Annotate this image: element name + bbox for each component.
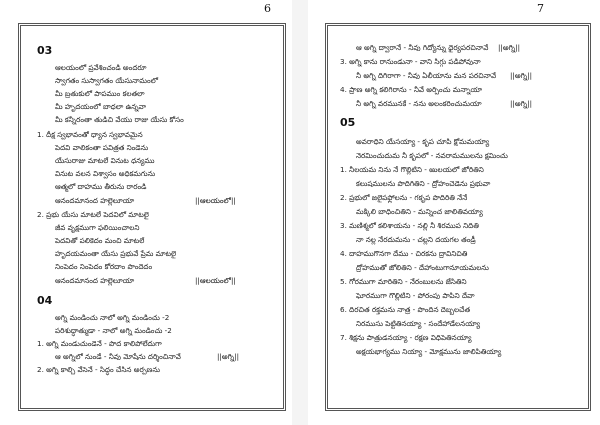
lyric-line: ఆ అగ్ని ద్వారానే - నీవు గిద్యోన్ను ధైర్యపరచినావే — [356, 43, 489, 52]
lyric-line: అవరాధిని యేసయ్యా - కృప చూపి క్షోమమయ్యా — [356, 137, 490, 146]
lyric-line: 3. మణిశ్మలో కలిశాయను - నల్లి నీ శిరముప నిదితి — [340, 221, 479, 230]
lyric-line: నిరముసు పెట్టితినయ్యా - సందేహాడేలనయ్యా — [356, 319, 481, 328]
right-page — [308, 0, 600, 425]
lyric-line: నీ అగ్ని దిగిరాగా - నీవు ఏలీయాను మన పరచినావే — [356, 71, 497, 80]
lyric-line: నీ అగ్ని వరమునకే - నను అలంకరించుమయా — [356, 99, 482, 108]
left-page-content — [21, 26, 283, 408]
lyric-line: 4. ప్రాణ అగ్ని కలిగిరాను - నీవే అర్పించు మన్నాయా — [340, 85, 483, 94]
lyric-line: పెదవి వాలికంతా పవిత్రత నిండెను — [55, 143, 149, 152]
lyric-line: ఘోరముగా గొల్లిటిని - పోరంపు పాపిని దేవా — [356, 291, 475, 300]
lyric-line: అగ్ని మండించు నాలో అగ్ని మండించు -2 — [55, 313, 170, 322]
lyric-line: స్వాగతం సుస్వాగతం యేసునామంలో — [55, 76, 159, 85]
refrain-marker: ||అగ్ని|| — [510, 99, 533, 108]
lyric-line: ఆనందమానంద హల్లెలూయా — [55, 276, 135, 285]
lyric-line: మక్కిలి బాధించితిని - మన్నించ జాలితివయ్యా — [356, 207, 483, 216]
lyric-line: 1. నీలయమ నిను నే గొల్లిటిని - ఱులయలో జోరితిని — [340, 165, 484, 174]
page-number: 6 — [264, 2, 271, 15]
refrain-marker: ||అగ్ని|| — [498, 43, 521, 52]
song-number: 03 — [37, 44, 53, 57]
lyric-line: 2. ప్రభులో జలైపఫ్లోలను - గకృప పొదిరితి నేనే — [340, 193, 468, 202]
lyric-line: 3. అగ్ని కాను రానుండునా - వాని సిగ్గు పడిపోవునా — [340, 57, 481, 66]
right-page-content — [328, 26, 588, 408]
lyric-line: వినుట వలన విశ్వాసం అధికమగును — [55, 169, 156, 178]
lyric-line: మీ బ్రతుకులో పాపముం కలతలా — [55, 89, 145, 98]
page-number: 7 — [537, 2, 544, 15]
lyric-line: 6. దిరచిత రక్తమను నాత్ర - పొందిన దెబ్బలచేత — [340, 305, 471, 314]
lyric-line: నెరమించుదుమ నీ కృపలో - నవరామములను క్షమించు — [356, 151, 508, 160]
lyric-line: ఆనందమానంద హల్లెలూయా — [55, 196, 135, 205]
song-number: 05 — [340, 116, 356, 129]
refrain-marker: ||అగ్ని|| — [217, 352, 240, 361]
page-frame — [325, 23, 591, 411]
lyric-line: 1. దీక్ష స్వభావంతో ధ్యాన స్వభావమైన — [37, 130, 143, 139]
lyric-line: నింపెదం నింపెదం కోరదాం పొందెదం — [55, 262, 153, 271]
song-number: 04 — [37, 294, 53, 307]
refrain-marker: ||అగ్ని|| — [510, 71, 533, 80]
lyric-line: 4. దాహముగొనగా దేము - చిరకను ద్రావినిచితి — [340, 249, 468, 258]
lyric-line: యేసురాజు మాటలే వినుట ధన్యము — [55, 156, 155, 165]
lyric-line: జీవ వృక్షముగా ఫలియించాలని — [55, 223, 140, 232]
lyric-line: 5. గోరముగా మారితిని - నేరంబులను జేసితిని — [340, 277, 467, 286]
lyric-line: 1. అగ్ని మండుచుండెనే - పొద కాలిపోలేదుగా — [37, 339, 162, 348]
lyric-line: ఆత్మలో దాహము తీరును రారండి — [55, 182, 147, 191]
lyric-line: ఆలయంలో ప్రవేశించండి అందరూ — [55, 63, 147, 72]
refrain-marker: ||ఆలయంలో|| — [195, 196, 236, 205]
lyric-line: మీ కన్నీరంతా తుడిచి వేయు రాజు యేసు కోసం — [55, 115, 184, 124]
refrain-marker: ||ఆలయంలో|| — [195, 276, 236, 285]
lyric-line: ద్రోహముతో జోలితిని - దేహాంటుగానూయమలను — [356, 263, 489, 272]
lyric-line: పరిశుద్ధాత్ముడా - నాలో అగ్ని మండించు -2 — [55, 326, 172, 335]
lyric-line: కలుషములను పొదిగితిని - ద్రోహంచెడెను ప్రభువా — [356, 179, 491, 188]
lyric-line: 2. అగ్ని కాల్చి వేసెనే - సిద్ధం చేసిన అర్పణను — [37, 365, 160, 374]
lyric-line: 2. ప్రభు యేసు మాటలే పెదవిలో మాటలై — [37, 210, 149, 219]
lyric-line: 7. శిక్షను పాత్రుడనయ్యా - రక్షణ విధిపెతినయ్యా — [340, 333, 472, 342]
lyric-line: అక్షయభాగ్యము నియ్యా - మోక్షమును జాలిపితియ్యా — [356, 347, 502, 356]
lyric-line: హృదయమంతా యేసు ప్రభువే ప్రేమ మాటలై — [55, 249, 177, 258]
lyric-line: పెదవితో పలికెదం మంచి మాటలే — [55, 236, 145, 245]
lyric-line: నా నల్ల నేరదుమను - చల్లని దయగల తండ్రీ — [356, 235, 476, 244]
left-page — [0, 0, 292, 425]
lyric-line: మీ హృదయంలో బాధలా ఉన్నవా — [55, 102, 147, 111]
page-frame — [18, 23, 286, 411]
lyric-line: ఆ అగ్నిలో నుండే - నీవు మోషేను దర్శించినావే — [55, 352, 181, 361]
